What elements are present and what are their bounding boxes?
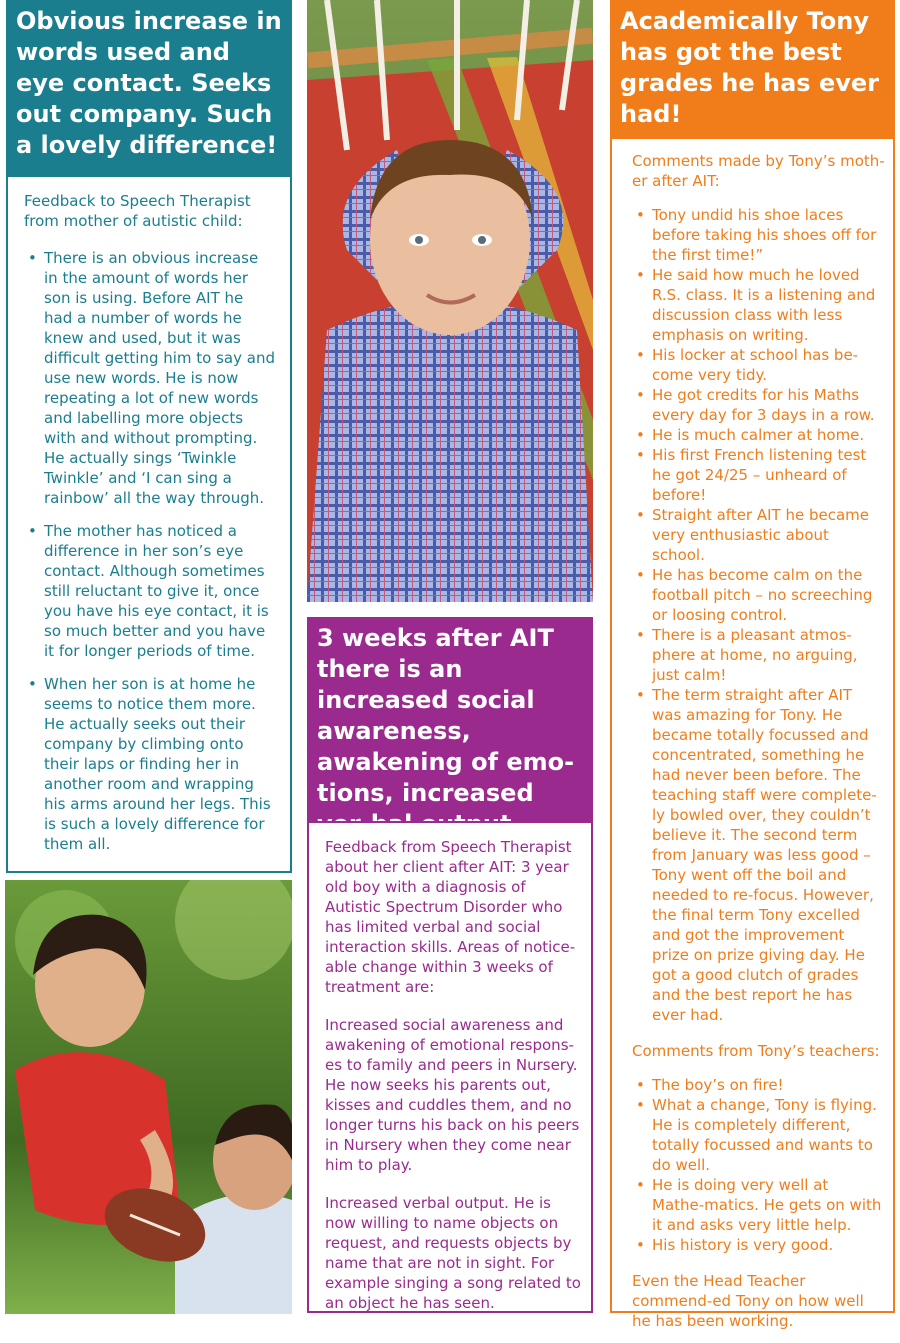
list-item: • There is an obvious increase in the amount of words her son is using. Before AIT he had a number of words he knew and used, but it was difficult getting him to say and use new words. He is now repeating a lot of new words and labelling more objects with and without prompting. He actually sings ‘Twinkle Twinkle’ and ‘I can sing a rainbow’ all the way through.: [24, 248, 276, 508]
boys-with-football-photo: [5, 880, 292, 1314]
list-item: • He is doing very well at Mathe-matics. He gets on with it and asks very little help.: [632, 1175, 885, 1235]
orange-teacher-comments-list: [632, 1075, 885, 1255]
list-item: • He is much calmer at home.: [632, 425, 885, 445]
teal-bullet-list: [24, 248, 276, 854]
list-item: • The mother has noticed a difference in her son’s eye contact. Although sometimes still reluctant to give it, once you have his eye contact, it is so much better and you have it for longer periods of time.: [24, 521, 276, 661]
orange-closing: Even the Head Teacher commend-ed Tony on how well he has been working.: [632, 1272, 864, 1330]
list-item: • He said how much he loved R.S. class. It is a listening and discussion class with less emphasis on writing.: [632, 265, 885, 345]
purple-paragraph: Feedback from Speech Therapist about her client after AIT: 3 year old boy with a diagnosis of Autistic Spectrum Disorder who has limited verbal and social interaction skills. Areas of notice-able change within 3 weeks of treatment are:: [325, 838, 576, 996]
list-item: • Straight after AIT he became very enthusiastic about school.: [632, 505, 885, 565]
orange-intro-mother: Comments made by Tony’s moth-er after AIT:: [632, 152, 885, 190]
orange-feedback-box: [610, 137, 895, 1330]
purple-paragraph: Increased verbal output. He is now willing to name objects on request, and requests objects by name that are not in sight. For example singing a song related to an object he has seen.: [325, 1194, 581, 1312]
list-item: • His locker at school has be-come very tidy.: [632, 345, 885, 385]
orange-intro-teachers: Comments from Tony’s teachers:: [632, 1042, 880, 1060]
teal-heading: Obvious increase in words used and eye contact. Seeks out company. Such a lovely difference!: [6, 0, 292, 175]
list-item: • The boy’s on fire!: [632, 1075, 885, 1095]
list-item: • When her son is at home he seems to notice them more. He actually seeks out their company by climbing onto their laps or finding her in another room and wrapping his arms around her legs. This is such a lovely difference for them all.: [24, 674, 276, 854]
orange-heading: Academically Tony has got the best grades he has ever had!: [610, 0, 895, 137]
teal-feedback-box: [6, 175, 292, 873]
list-item: • What a change, Tony is flying. He is completely different, totally focussed and wants to do well.: [632, 1095, 885, 1175]
teal-intro: Feedback to Speech Therapist from mother of autistic child:: [24, 192, 251, 230]
purple-paragraph: Increased social awareness and awakening of emotional respons-es to family and peers in Nursery. He now seeks his parents out, kisses and cuddles them, and no longer turns his back on his peers in Nursery when they come near him to play.: [325, 1016, 580, 1174]
list-item: • Tony undid his shoe laces before taking his shoes off for the first time!”: [632, 205, 885, 265]
list-item: • The term straight after AIT was amazing for Tony. He became totally focussed and concentrated, something he had never been before. The teaching staff were complete-ly bowled over, they couldn’t believe it. The second term from January was less good – Tony went off the boil and needed to re-focus. However, the final term Tony excelled and got the improvement prize on prize giving day. He got a good clutch of grades and the best report he has ever had.: [632, 685, 885, 1025]
purple-heading: 3 weeks after AIT there is an increased social awareness, awakening of emo-tions, increased ver-bal output: [307, 617, 593, 821]
list-item: • He has become calm on the football pitch – no screeching or loosing control.: [632, 565, 885, 625]
list-item: • His first French listening test he got 24/25 – unheard of before!: [632, 445, 885, 505]
list-item: • There is a pleasant atmos-phere at home, no arguing, just calm!: [632, 625, 885, 685]
boy-in-hammock-photo: [307, 0, 593, 602]
list-item: • His history is very good.: [632, 1235, 885, 1255]
list-item: • He got credits for his Maths every day for 3 days in a row.: [632, 385, 885, 425]
orange-mother-comments-list: [632, 205, 885, 1025]
purple-feedback-box: [307, 821, 593, 1313]
